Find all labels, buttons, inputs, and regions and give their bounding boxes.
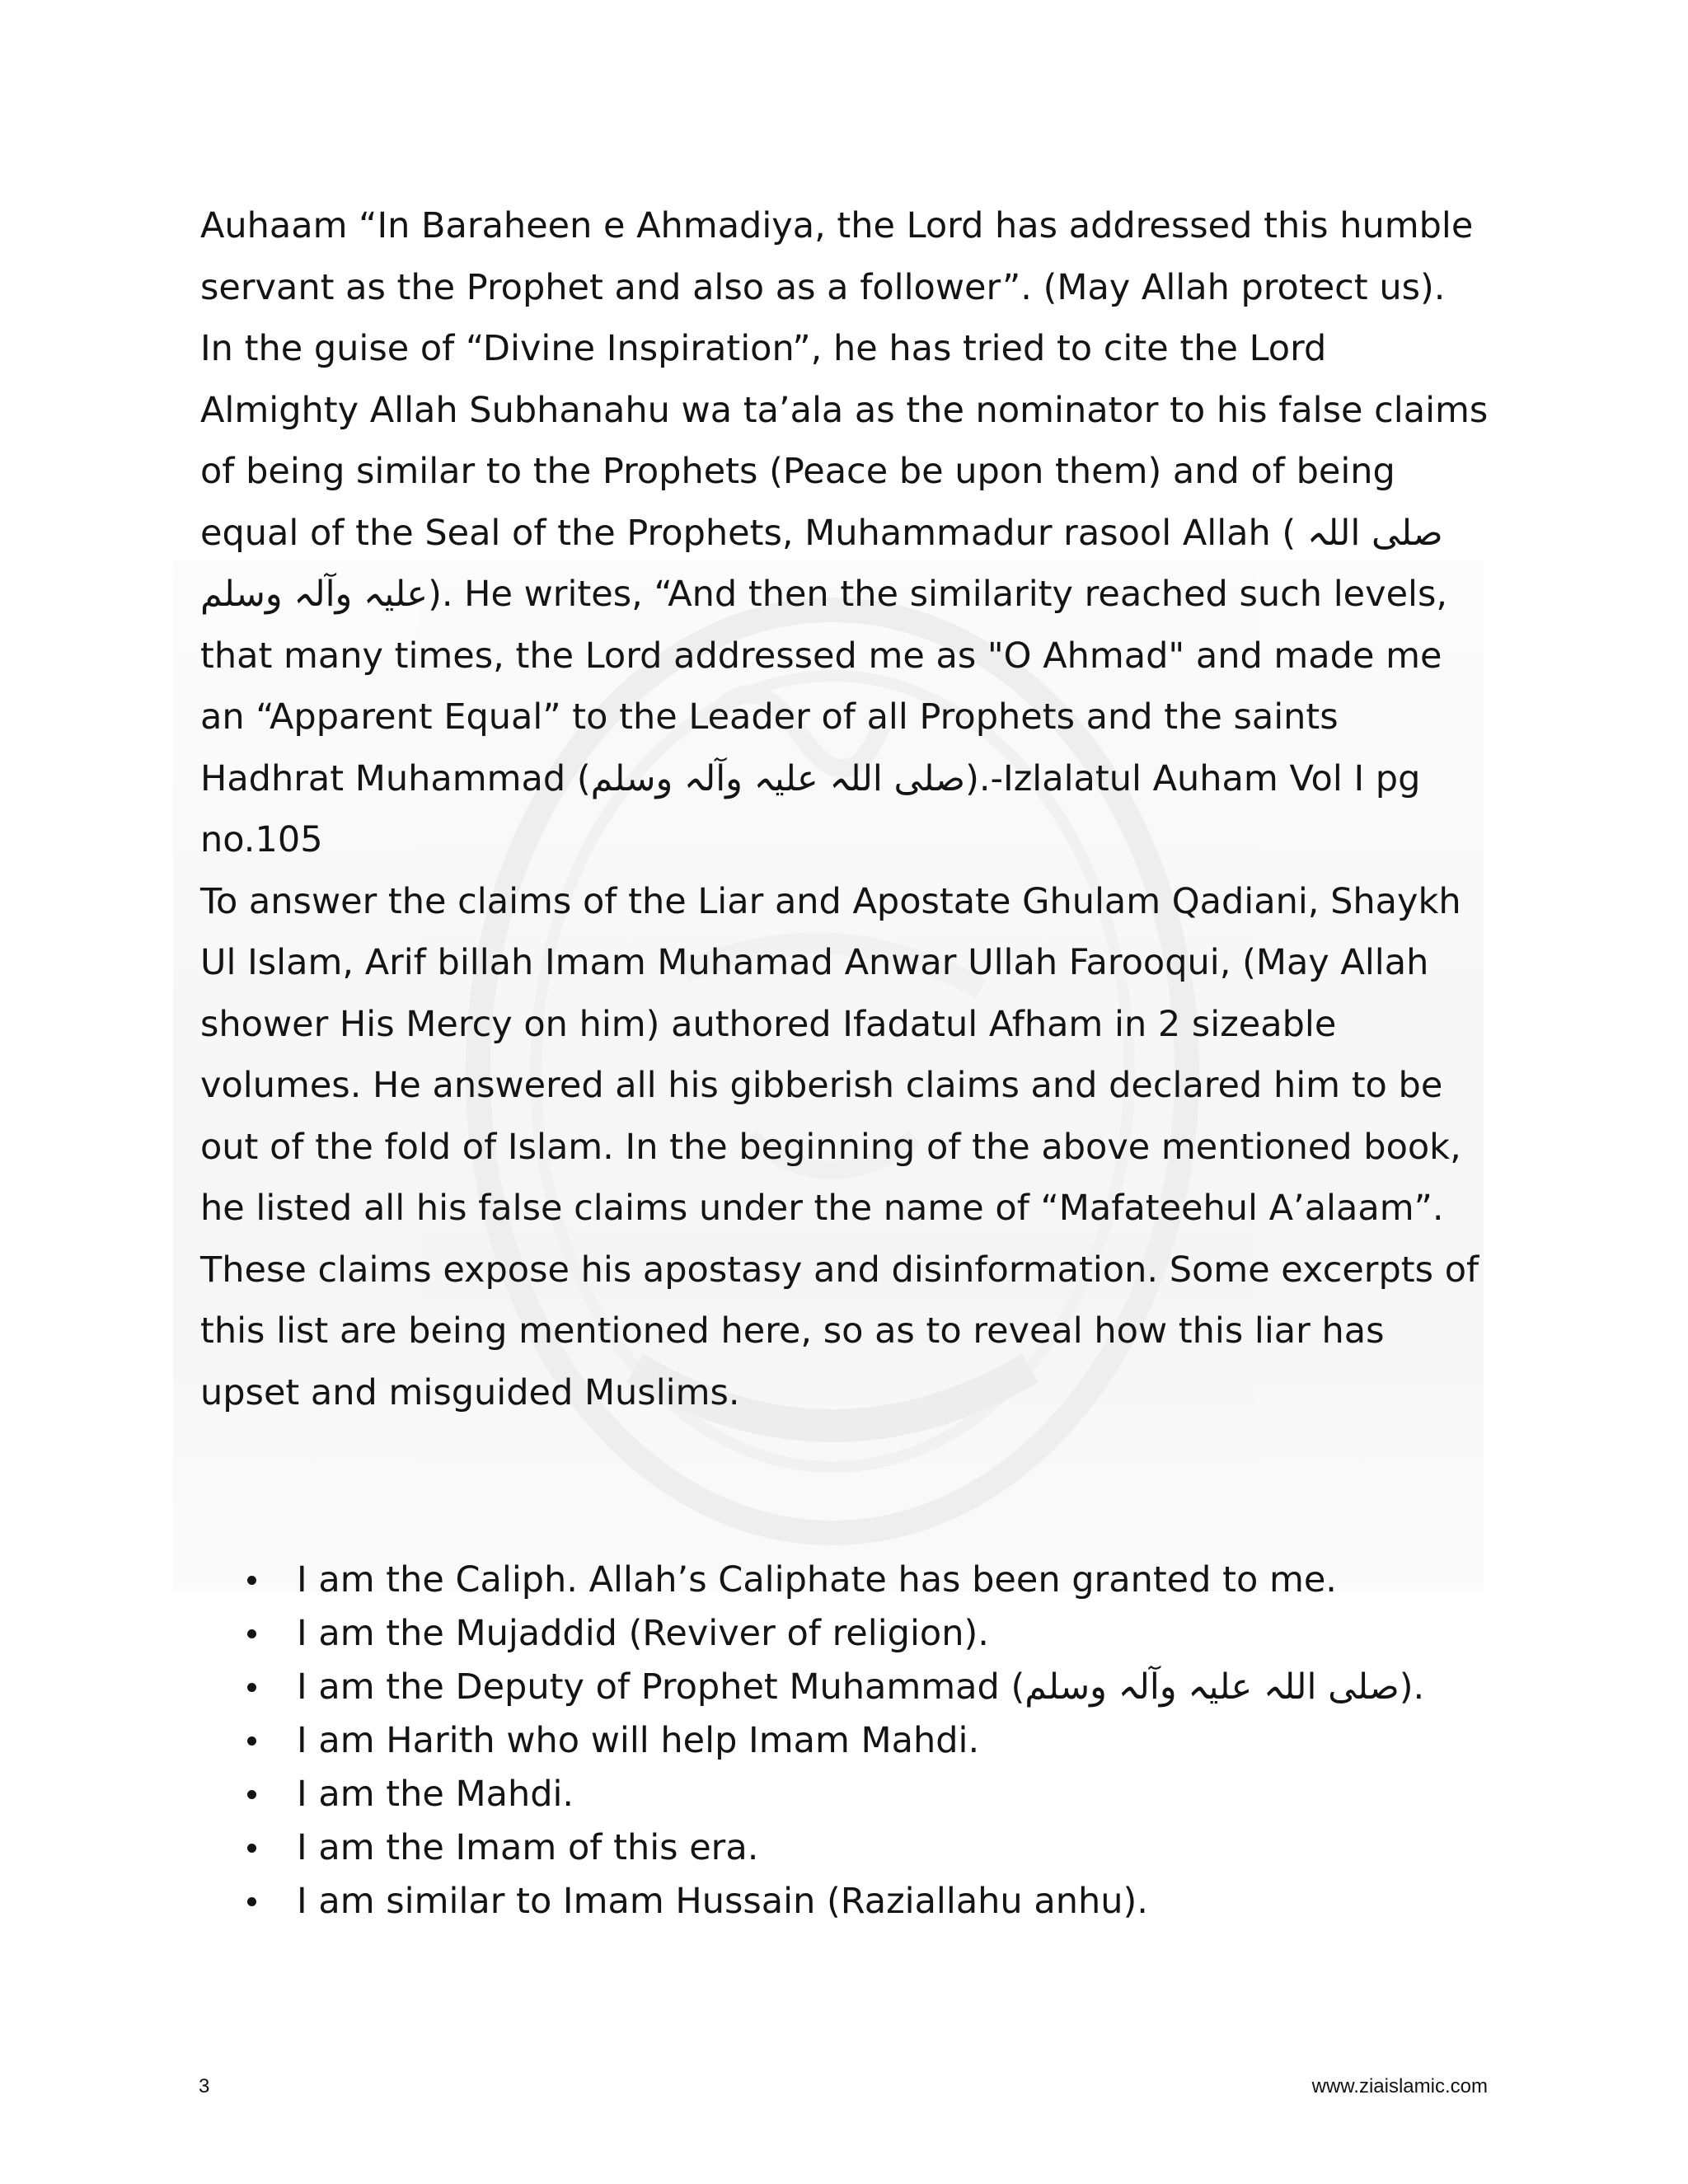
text-line: upset and misguided Muslims. bbox=[200, 1371, 740, 1413]
list-item-text: I am Harith who will help Imam Mahdi. bbox=[297, 1720, 980, 1761]
list-item-text: I am the Caliph. Allah’s Caliphate has been granted to me. bbox=[297, 1559, 1337, 1601]
claims-list bbox=[247, 1554, 1484, 1929]
list-item-text: ). bbox=[1399, 1666, 1425, 1708]
text-line bbox=[200, 748, 1503, 810]
website-link[interactable]: www.ziaislamic.com bbox=[1311, 2075, 1488, 2097]
arabic-salutation: علیہ وآلہ وسلم bbox=[200, 574, 429, 615]
text-line: out of the fold of Islam. In the beginning of the above mentioned book, bbox=[200, 1126, 1461, 1168]
text-fragment: Hadhrat Muhammad ( bbox=[200, 757, 591, 799]
list-item-text: I am the Imam of this era. bbox=[297, 1827, 759, 1868]
text-line: of being similar to the Prophets (Peace be upon them) and of being bbox=[200, 451, 1395, 492]
bullet-icon bbox=[247, 1736, 256, 1746]
text-line: shower His Mercy on him) authored Ifadatul Afham in 2 sizeable bbox=[200, 1003, 1337, 1045]
main-text bbox=[200, 195, 1503, 1423]
bullet-icon bbox=[247, 1897, 256, 1906]
text-fragment: ).-Izlalatul Auham Vol I pg bbox=[965, 757, 1421, 799]
text-line: Ul Islam, Arif billah Imam Muhamad Anwar Ullah Farooqui, (May Allah bbox=[200, 942, 1429, 983]
arabic-salutation: صلی اللہ علیہ وآلہ وسلم bbox=[590, 757, 966, 799]
arabic-salutation: صلی اللہ علیہ وآلہ وسلم bbox=[1025, 1666, 1400, 1708]
text-fragment: ). He writes, “And then the similarity reached such levels, bbox=[428, 574, 1448, 615]
list-item-text: I am the Deputy of Prophet Muhammad ( bbox=[297, 1666, 1025, 1708]
text-line: Auhaam “In Baraheen e Ahmadiya, the Lord has addressed this humble bbox=[200, 205, 1474, 246]
bullet-icon bbox=[247, 1683, 256, 1692]
text-line bbox=[200, 503, 1503, 565]
paragraph-1 bbox=[200, 195, 1503, 871]
bullet-icon bbox=[247, 1790, 256, 1799]
text-line: that many times, the Lord addressed me as "O Ahmad" and made me bbox=[200, 635, 1442, 677]
list-item bbox=[247, 1768, 1484, 1821]
text-line: this list are being mentioned here, so as to reveal how this liar has bbox=[200, 1310, 1385, 1352]
arabic-salutation: صلی اللہ bbox=[1306, 512, 1443, 554]
text-line: These claims expose his apostasy and disinformation. Some excerpts of bbox=[200, 1249, 1479, 1291]
text-line: servant as the Prophet and also as a follower”. (May Allah protect us). bbox=[200, 266, 1446, 308]
text-line: no.105 bbox=[200, 819, 323, 860]
list-item-text: I am similar to Imam Hussain (Raziallahu anhu). bbox=[297, 1881, 1148, 1922]
bullet-icon bbox=[247, 1576, 256, 1585]
text-line: an “Apparent Equal” to the Leader of all Prophets and the saints bbox=[200, 696, 1339, 738]
list-item bbox=[247, 1607, 1484, 1661]
list-item bbox=[247, 1714, 1484, 1768]
list-item bbox=[247, 1875, 1484, 1929]
text-line: he listed all his false claims under the name of “Mafateehul A’alaam”. bbox=[200, 1188, 1444, 1229]
list-item bbox=[247, 1821, 1484, 1875]
bullet-icon bbox=[247, 1629, 256, 1638]
text-line bbox=[200, 564, 1503, 626]
list-item-text: I am the Mahdi. bbox=[297, 1774, 574, 1815]
text-line: volumes. He answered all his gibberish claims and declared him to be bbox=[200, 1065, 1443, 1106]
text-fragment: equal of the Seal of the Prophets, Muhammadur rasool Allah ( bbox=[200, 512, 1296, 554]
page-number: 3 bbox=[199, 2075, 210, 2097]
list-item bbox=[247, 1661, 1484, 1714]
text-line: To answer the claims of the Liar and Apostate Ghulam Qadiani, Shaykh bbox=[200, 880, 1461, 922]
list-item-text: I am the Mujaddid (Reviver of religion). bbox=[297, 1613, 989, 1654]
text-line: Almighty Allah Subhanahu wa ta’ala as the nominator to his false claims bbox=[200, 389, 1489, 431]
paragraph-2 bbox=[200, 871, 1503, 1424]
text-line: In the guise of “Divine Inspiration”, he has tried to cite the Lord bbox=[200, 328, 1327, 369]
list-item bbox=[247, 1554, 1484, 1607]
bullet-icon bbox=[247, 1844, 256, 1853]
